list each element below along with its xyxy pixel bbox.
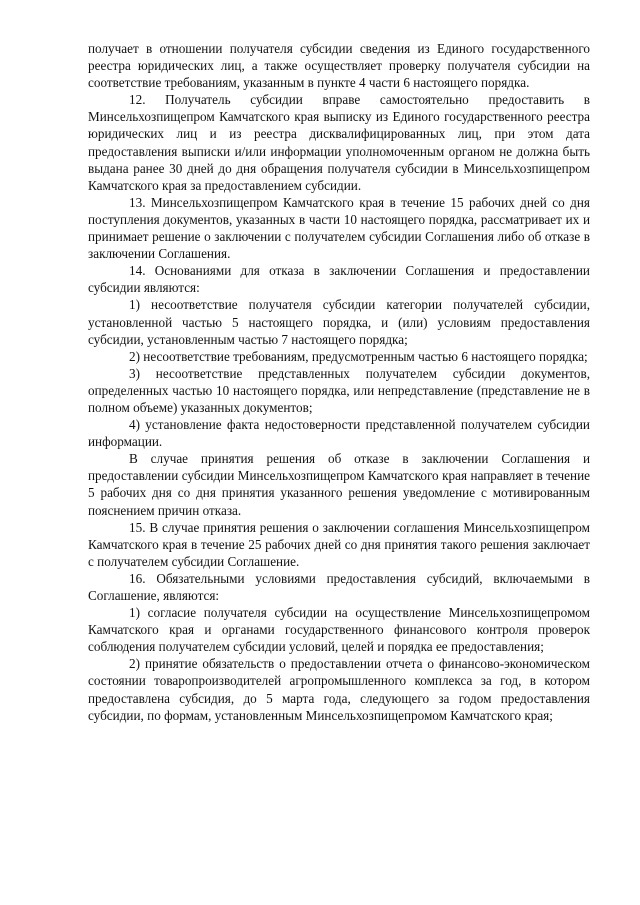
paragraph-item-15: 15. В случае принятия решения о заключении соглашения Минсельхозпищепром Камчатского края в течение 25 рабочих дней со дня принятия такого решения заключает с получателем субсидии Соглашение.: [88, 519, 590, 569]
document-page: [88, 40, 590, 724]
paragraph-continuation: получает в отношении получателя субсидии сведения из Единого государственного реестра юридических лиц, а также осуществляет проверку получателя субсидии на соответствие требованиям, указанным в пункте 4 части 6 настоящего порядка.: [88, 41, 590, 91]
paragraph-item-12: 12. Получатель субсидии вправе самостоятельно предоставить в Минсельхозпищепром Камчатского края выписку из Единого государственного реестра юридических лиц и из реестра дисквалифицированных лиц, при этом дата предоставления выписки и/или информации уполномоченным органом не должна быть выдана ранее 30 дней до дня обращения получателя субсидии в Минсельхозпищепром Камчатского края за предоставлением субсидии.: [88, 92, 590, 193]
list-item-16-2: 2) принятие обязательств о предоставлении отчета о финансово-экономическом состоянии товаропроизводителей агропромышленного комплекса за год, в котором предоставлена субсидия, до 5 марта года, следующего за годом предоставления субсидии, по формам, установленным Минсельхозпищепромом Камчатского края;: [88, 656, 590, 723]
paragraph-refusal-notice: В случае принятия решения об отказе в заключении Соглашения и предоставлении субсидии Минсельхозпищепром Камчатского края направляет в течение 5 рабочих дня со дня принятия указанного решения уведомление с мотивированным пояснением причин отказа.: [88, 451, 590, 518]
list-item-16-1: 1) согласие получателя субсидии на осуществление Минсельхозпищепромом Камчатского края и органами государственного финансового контроля проверок соблюдения получателем субсидии условий, целей и порядка ее предоставления;: [88, 605, 590, 655]
paragraph-item-16: 16. Обязательными условиями предоставления субсидий, включаемыми в Соглашение, являются:: [88, 570, 590, 603]
paragraph-item-13: 13. Минсельхозпищепром Камчатского края в течение 15 рабочих дней со дня поступления документов, указанных в части 10 настоящего порядка, рассматривает их и принимает решение о заключении с получателем субсидии Соглашения либо об отказе в заключении Соглашения.: [88, 194, 590, 262]
paragraph-item-14: 14. Основаниями для отказа в заключении Соглашения и предоставлении субсидии являются:: [88, 263, 590, 296]
list-item-14-3: 3) несоответствие представленных получателем субсидии документов, определенных частью 10 настоящего порядка, или непредставление (представление не в полном объеме) указанных документов;: [88, 365, 590, 415]
list-item-14-2: 2) несоответствие требованиям, предусмотренным частью 6 настоящего порядка;: [129, 348, 588, 364]
list-item-14-4: 4) установление факта недостоверности представленной получателем субсидии информации.: [88, 417, 590, 450]
list-item-14-1: 1) несоответствие получателя субсидии категории получателей субсидии, установленной частью 5 настоящего порядка, и (или) условиям предоставления субсидии, установленным частью 7 настоящего порядка;: [88, 297, 590, 347]
